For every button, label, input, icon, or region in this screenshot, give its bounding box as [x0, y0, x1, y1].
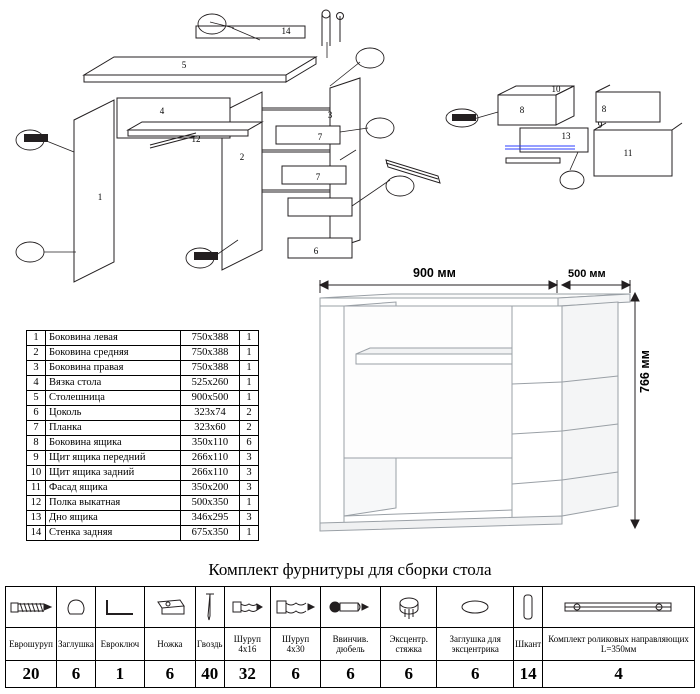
hardware-label: Шуруп 4х30: [271, 628, 321, 661]
part-no: 2: [27, 346, 46, 361]
foot-icon: [144, 587, 195, 628]
hardware-qty: 6: [437, 661, 514, 688]
part-no: 13: [27, 511, 46, 526]
callout-9: 9: [597, 120, 603, 130]
part-name: Боковина ящика: [46, 436, 181, 451]
part-name: Цоколь: [46, 406, 181, 421]
part-name: Боковина левая: [46, 331, 181, 346]
part-no: 6: [27, 406, 46, 421]
part-qty: 1: [240, 331, 259, 346]
part-qty: 1: [240, 346, 259, 361]
hardware-qty: 6: [144, 661, 195, 688]
hardware-label: Эксцентр. стяжка: [381, 628, 437, 661]
part-name: Вязка стола: [46, 376, 181, 391]
callout-3: 3: [327, 110, 333, 120]
hardware-label: Шкант: [514, 628, 543, 661]
part-size: 323x60: [181, 421, 240, 436]
part-qty: 3: [240, 511, 259, 526]
dimension-height-label: 766 мм: [638, 350, 652, 393]
part-no: 1: [27, 331, 46, 346]
table-row: [27, 361, 259, 376]
hardware-qty: 32: [224, 661, 271, 688]
screw-4x30-icon: [271, 587, 321, 628]
parts-list-table: [26, 330, 259, 541]
hardware-qty: 6: [271, 661, 321, 688]
part-size: 350x110: [181, 436, 240, 451]
part-qty: 3: [240, 481, 259, 496]
part-no: 8: [27, 436, 46, 451]
dowel-screw-icon: [320, 587, 380, 628]
hardware-qty-row: [6, 661, 695, 688]
part-no: 3: [27, 361, 46, 376]
part-name: Щит ящика задний: [46, 466, 181, 481]
callout-2: 2: [239, 152, 245, 162]
eccentric-icon: [381, 587, 437, 628]
part-qty: 3: [240, 466, 259, 481]
hardware-qty: 6: [381, 661, 437, 688]
table-row: [27, 346, 259, 361]
cap-icon: [57, 587, 96, 628]
hardware-label: Ввинчив. дюбель: [320, 628, 380, 661]
table-row: [27, 466, 259, 481]
slide-rail-icon: [543, 587, 695, 628]
part-size: 525x260: [181, 376, 240, 391]
hardware-label: Гвоздь: [195, 628, 224, 661]
part-qty: 3: [240, 451, 259, 466]
part-no: 14: [27, 526, 46, 541]
part-size: 350x200: [181, 481, 240, 496]
hardware-kit-table: [5, 586, 695, 688]
callout-1: 1: [97, 192, 103, 202]
hardware-label: Заглушка: [57, 628, 96, 661]
hardware-label: Евроключ: [95, 628, 144, 661]
part-no: 12: [27, 496, 46, 511]
part-qty: 1: [240, 391, 259, 406]
allen-key-icon: [95, 587, 144, 628]
table-row: [27, 331, 259, 346]
part-size: 266x110: [181, 451, 240, 466]
table-row: [27, 481, 259, 496]
part-name: Планка: [46, 421, 181, 436]
part-name: Щит ящика передний: [46, 451, 181, 466]
part-size: 750x388: [181, 346, 240, 361]
part-size: 346x295: [181, 511, 240, 526]
screw-4x16-icon: [224, 587, 271, 628]
part-no: 4: [27, 376, 46, 391]
table-row: [27, 511, 259, 526]
part-size: 266x110: [181, 466, 240, 481]
table-row: [27, 391, 259, 406]
hardware-label: Еврошуруп: [6, 628, 57, 661]
part-size: 900x500: [181, 391, 240, 406]
table-row: [27, 526, 259, 541]
part-name: Фасад ящика: [46, 481, 181, 496]
hardware-qty: 1: [95, 661, 144, 688]
part-size: 500x350: [181, 496, 240, 511]
table-row: [27, 406, 259, 421]
hardware-icons-row: [6, 587, 695, 628]
part-name: Дно ящика: [46, 511, 181, 526]
callout-8b: 8: [601, 104, 607, 114]
table-row: [27, 376, 259, 391]
callout-13: 13: [561, 131, 571, 141]
part-name: Столешница: [46, 391, 181, 406]
part-qty: 6: [240, 436, 259, 451]
part-no: 11: [27, 481, 46, 496]
exploded-assembly-diagram: [0, 0, 700, 285]
callout-12: 12: [191, 134, 201, 144]
part-qty: 2: [240, 406, 259, 421]
callout-8a: 8: [519, 105, 525, 115]
hardware-label: Комплект роликовых направляющих L=350мм: [543, 628, 695, 661]
dimension-width-label: 900 мм: [413, 266, 456, 280]
desk-drawing-svg: [300, 258, 690, 558]
hardware-qty: 6: [320, 661, 380, 688]
part-name: Полка выкатная: [46, 496, 181, 511]
dimension-depth-label: 500 мм: [568, 268, 606, 280]
nail-icon: [195, 587, 224, 628]
hardware-label: Ножка: [144, 628, 195, 661]
callout-14: 14: [281, 26, 291, 36]
hardware-label: Заглушка для эксцентрика: [437, 628, 514, 661]
part-qty: 1: [240, 496, 259, 511]
table-row: [27, 451, 259, 466]
part-size: 750x388: [181, 361, 240, 376]
callout-7b: 7: [315, 172, 321, 182]
part-no: 9: [27, 451, 46, 466]
part-name: Стенка задняя: [46, 526, 181, 541]
part-size: 323x74: [181, 406, 240, 421]
parts-list-body: [27, 331, 259, 541]
hardware-qty: 40: [195, 661, 224, 688]
part-no: 7: [27, 421, 46, 436]
exploded-diagram-svg: [0, 0, 700, 290]
part-name: Боковина правая: [46, 361, 181, 376]
callout-6: 6: [313, 246, 319, 256]
callout-10: 10: [551, 84, 561, 94]
hardware-label: Шуруп 4х16: [224, 628, 271, 661]
dowel-icon: [514, 587, 543, 628]
desk-dimension-drawing: [300, 258, 690, 558]
callout-11: 11: [623, 148, 633, 158]
part-size: 750x388: [181, 331, 240, 346]
hardware-qty: 4: [543, 661, 695, 688]
part-qty: 1: [240, 526, 259, 541]
hardware-qty: 6: [57, 661, 96, 688]
part-name: Боковина средняя: [46, 346, 181, 361]
part-qty: 2: [240, 421, 259, 436]
part-size: 675x350: [181, 526, 240, 541]
table-row: [27, 496, 259, 511]
hardware-qty: 20: [6, 661, 57, 688]
callout-5: 5: [181, 60, 187, 70]
table-row: [27, 436, 259, 451]
part-no: 5: [27, 391, 46, 406]
part-no: 10: [27, 466, 46, 481]
euro-screw-icon: [6, 587, 57, 628]
hardware-kit-title: Комплект фурнитуры для сборки стола: [208, 560, 492, 579]
hardware-qty: 14: [514, 661, 543, 688]
callout-4: 4: [159, 106, 165, 116]
table-row: [27, 421, 259, 436]
eccentric-cap-icon: [437, 587, 514, 628]
part-qty: 1: [240, 376, 259, 391]
part-qty: 1: [240, 361, 259, 376]
hardware-labels-row: [6, 628, 695, 661]
callout-7a: 7: [317, 132, 323, 142]
